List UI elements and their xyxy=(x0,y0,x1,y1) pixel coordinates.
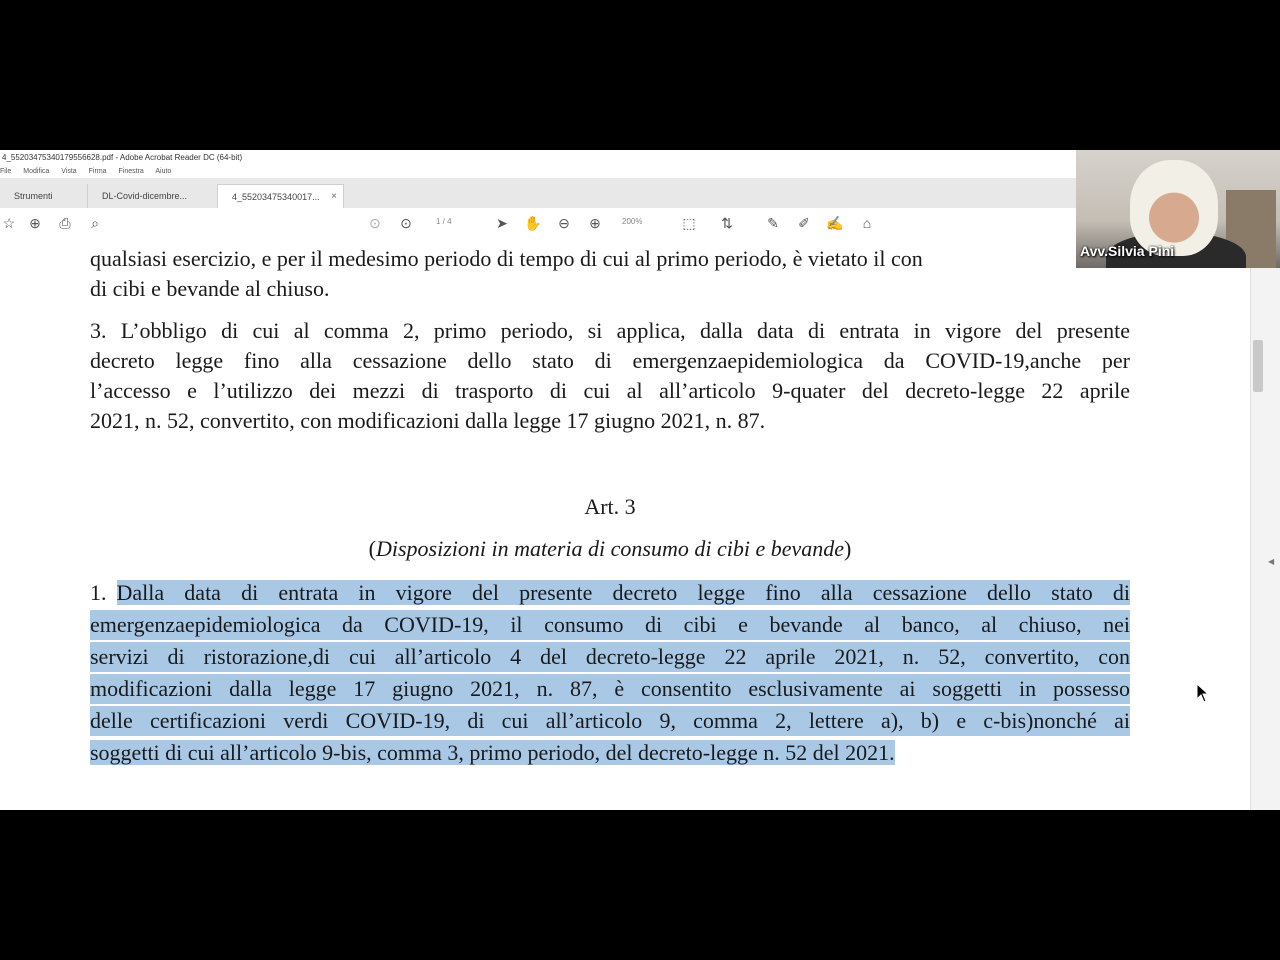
window-title: 4_55203475340179556628.pdf - Adobe Acrobat Reader DC (64-bit) xyxy=(0,150,1280,166)
tab-label: DL-Covid-dicembre... xyxy=(102,191,188,201)
doc-text-line: 3. L’obbligo di cui al comma 2, primo periodo, si applica, dalla data di entrata in vigore del presente xyxy=(90,318,1130,343)
article-subtitle-text: Disposizioni in materia di consumo di cibi e bevande xyxy=(375,536,845,561)
menu-modifica[interactable]: Modifica xyxy=(23,168,50,175)
menu-vista[interactable]: Vista xyxy=(61,168,77,175)
selected-text[interactable]: Dalla data di entrata in vigore del presente decreto legge fino alla cessazione dello stato di xyxy=(116,580,1130,605)
participant-head xyxy=(1130,160,1218,256)
menu-file[interactable]: File xyxy=(0,168,12,175)
page-up-icon[interactable]: ⊙ xyxy=(369,215,381,231)
highlight-pen-icon[interactable]: ✐ xyxy=(798,215,810,231)
select-cursor-icon[interactable]: ➤ xyxy=(496,215,508,231)
tab-dl-covid[interactable] xyxy=(88,184,218,208)
selected-text-line[interactable] xyxy=(90,738,1130,768)
upload-icon[interactable]: ⊕ xyxy=(29,215,41,231)
menu-firma[interactable]: Firma xyxy=(88,168,107,175)
selected-text-line[interactable]: servizi di ristorazione,di cui all’articolo 4 del decreto-legge 22 aprile 2021, n. 52, convertito, con xyxy=(90,642,1130,672)
selected-text-line[interactable]: modificazioni dalla legge 17 giugno 2021, n. 87, è consentito esclusivamente ai soggetti in possesso xyxy=(90,674,1130,704)
doc-text-line: qualsiasi esercizio, e per il medesimo periodo di tempo di cui al primo periodo, è vietato il con xyxy=(90,246,923,271)
scrollbar-thumb[interactable] xyxy=(1253,340,1263,392)
zoom-in-icon[interactable]: ⊕ xyxy=(589,215,601,231)
pdf-page xyxy=(0,238,1250,810)
vertical-scrollbar[interactable] xyxy=(1250,238,1280,810)
selected-text-line[interactable]: emergenzaepidemiologica da COVID-19, il consumo di cibi e bevande al banco, al chiuso, nei xyxy=(90,610,1130,640)
sign-icon[interactable]: ✍ xyxy=(826,215,844,231)
selected-text-line[interactable]: delle certificazioni verdi COVID-19, di cui all’articolo 9, comma 2, lettere a), b) e c-bis)nonché ai xyxy=(90,706,1130,736)
page-indicator[interactable]: 1 / 4 xyxy=(436,217,452,226)
toolbar xyxy=(0,208,1080,239)
star-icon[interactable]: ☆ xyxy=(2,215,16,231)
page-down-icon[interactable]: ⊙ xyxy=(400,215,412,231)
tab-bar xyxy=(0,178,1080,209)
collapse-arrow-icon[interactable]: ◀ xyxy=(1268,557,1275,566)
article-title: Art. 3 xyxy=(584,494,636,519)
paragraph-number: 1. xyxy=(90,580,107,605)
tab-label: 4_55203475340017... xyxy=(232,192,320,202)
mouse-cursor-icon xyxy=(1196,683,1210,703)
menu-aiuto[interactable]: Aiuto xyxy=(155,168,172,175)
tab-label: Strumenti xyxy=(14,191,53,201)
selected-text[interactable]: soggetti di cui all’articolo 9-bis, comma 3, primo periodo, del decreto-legge n. 52 del 2021. xyxy=(90,740,895,765)
close-icon[interactable]: × xyxy=(331,191,337,202)
doc-text-line: 2021, n. 52, convertito, con modificazioni dalla legge 17 giugno 2021, n. 87. xyxy=(90,408,766,433)
article-subtitle: (Disposizioni in materia di consumo di cibi e bevande) xyxy=(368,536,852,561)
print-icon[interactable]: ⎙ xyxy=(59,215,71,231)
participant-name: Avv.Silvia Pini xyxy=(1080,243,1175,259)
search-icon[interactable]: ⌕ xyxy=(91,215,99,231)
selected-text-line[interactable] xyxy=(90,578,1130,608)
tab-current-document[interactable] xyxy=(218,184,344,208)
doc-text-line: di cibi e bevande al chiuso. xyxy=(90,276,330,301)
zoom-out-icon[interactable]: ⊖ xyxy=(558,215,570,231)
zoom-level[interactable]: 200% xyxy=(622,217,643,226)
hand-icon[interactable]: ✋ xyxy=(524,215,542,231)
doc-text-line: decreto legge fino alla cessazione dello stato di emergenzaepidemiologica da COVID-19,anche per xyxy=(90,348,1130,373)
comment-icon[interactable]: ✎ xyxy=(767,215,779,231)
tab-strumenti[interactable] xyxy=(0,184,88,208)
tag-icon[interactable]: ⌂ xyxy=(862,215,872,231)
menu-finestra[interactable]: Finestra xyxy=(118,168,144,175)
webcam-tile xyxy=(1076,150,1280,268)
doc-text-line: l’accesso e l’utilizzo dei mezzi di trasporto di cui al all’articolo 9-quater del decreto-legge 22 aprile xyxy=(90,378,1130,403)
fit-page-icon[interactable]: ⬚ xyxy=(682,215,696,231)
scroll-mode-icon[interactable]: ⇅ xyxy=(721,215,733,231)
